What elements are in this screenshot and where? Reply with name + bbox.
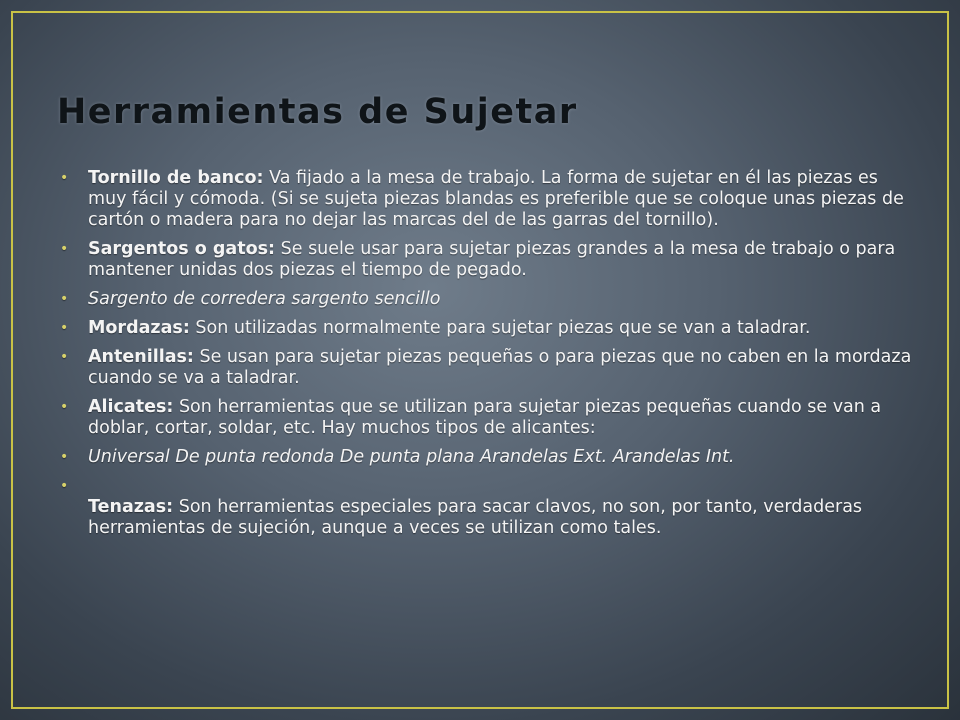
bullet-item-alicates-tipos: [60, 447, 916, 468]
bullet-dot-icon: •: [60, 349, 69, 365]
bullet-lead: Tenazas:: [88, 497, 174, 517]
bullet-lead: Antenillas:: [88, 347, 194, 367]
bullet-dot-icon: •: [60, 170, 69, 186]
bullet-lead: Alicates:: [88, 397, 174, 417]
bullet-text: Son herramientas especiales para sacar clavos, no son, por tanto, verdaderas herramientas de sujeción, aunque a veces se utilizan como tales.: [88, 497, 863, 538]
bullet-item-antenillas: [60, 347, 916, 389]
bullet-text: Va fijado a la mesa de trabajo. La forma de sujetar en él las piezas es muy fácil y cómoda. (Si se sujeta piezas blandas es preferible que se coloque unas piezas de cartón o madera para no dejar las marcas del de las garras del tornillo).: [88, 168, 904, 230]
bullet-text: Son utilizadas normalmente para sujetar piezas que se van a taladrar.: [189, 318, 811, 338]
bullet-empty-line: [88, 476, 916, 497]
bullet-text: Son herramientas que se utilizan para sujetar piezas pequeñas cuando se van a doblar, cortar, soldar, etc. Hay muchos tipos de alicantes:: [88, 397, 882, 438]
bullet-lead: Sargentos o gatos:: [88, 239, 276, 259]
bullet-text: Se suele usar para sujetar piezas grandes a la mesa de trabajo o para mantener unidas dos piezas el tiempo de pegado.: [88, 239, 896, 280]
bullet-item-alicates: [60, 397, 916, 439]
bullet-item-tenazas: [60, 476, 916, 539]
bullet-dot-icon: •: [60, 291, 69, 307]
bullet-item-sargentos: [60, 239, 916, 281]
bullet-item-mordazas: [60, 318, 916, 339]
bullet-lead: Tornillo de banco:: [88, 168, 264, 188]
bullet-dot-icon: •: [60, 399, 69, 415]
bullet-lead: Mordazas:: [88, 318, 190, 338]
bullet-text: Universal De punta redonda De punta plana Arandelas Ext. Arandelas Int.: [88, 447, 735, 467]
bullet-item-tornillo-de-banco: [60, 168, 916, 231]
bullet-dot-icon: •: [60, 320, 69, 336]
bullet-dot-icon: •: [60, 478, 69, 494]
bullet-dot-icon: •: [60, 241, 69, 257]
bullet-list: [60, 168, 916, 547]
bullet-text: Se usan para sujetar piezas pequeñas o para piezas que no caben en la mordaza cuando se va a taladrar.: [88, 347, 912, 388]
bullet-item-sargento-tipos: [60, 289, 916, 310]
bullet-text: Sargento de corredera sargento sencillo: [88, 289, 441, 309]
bullet-dot-icon: •: [60, 449, 69, 465]
slide-title: Herramientas de Sujetar: [57, 92, 578, 132]
